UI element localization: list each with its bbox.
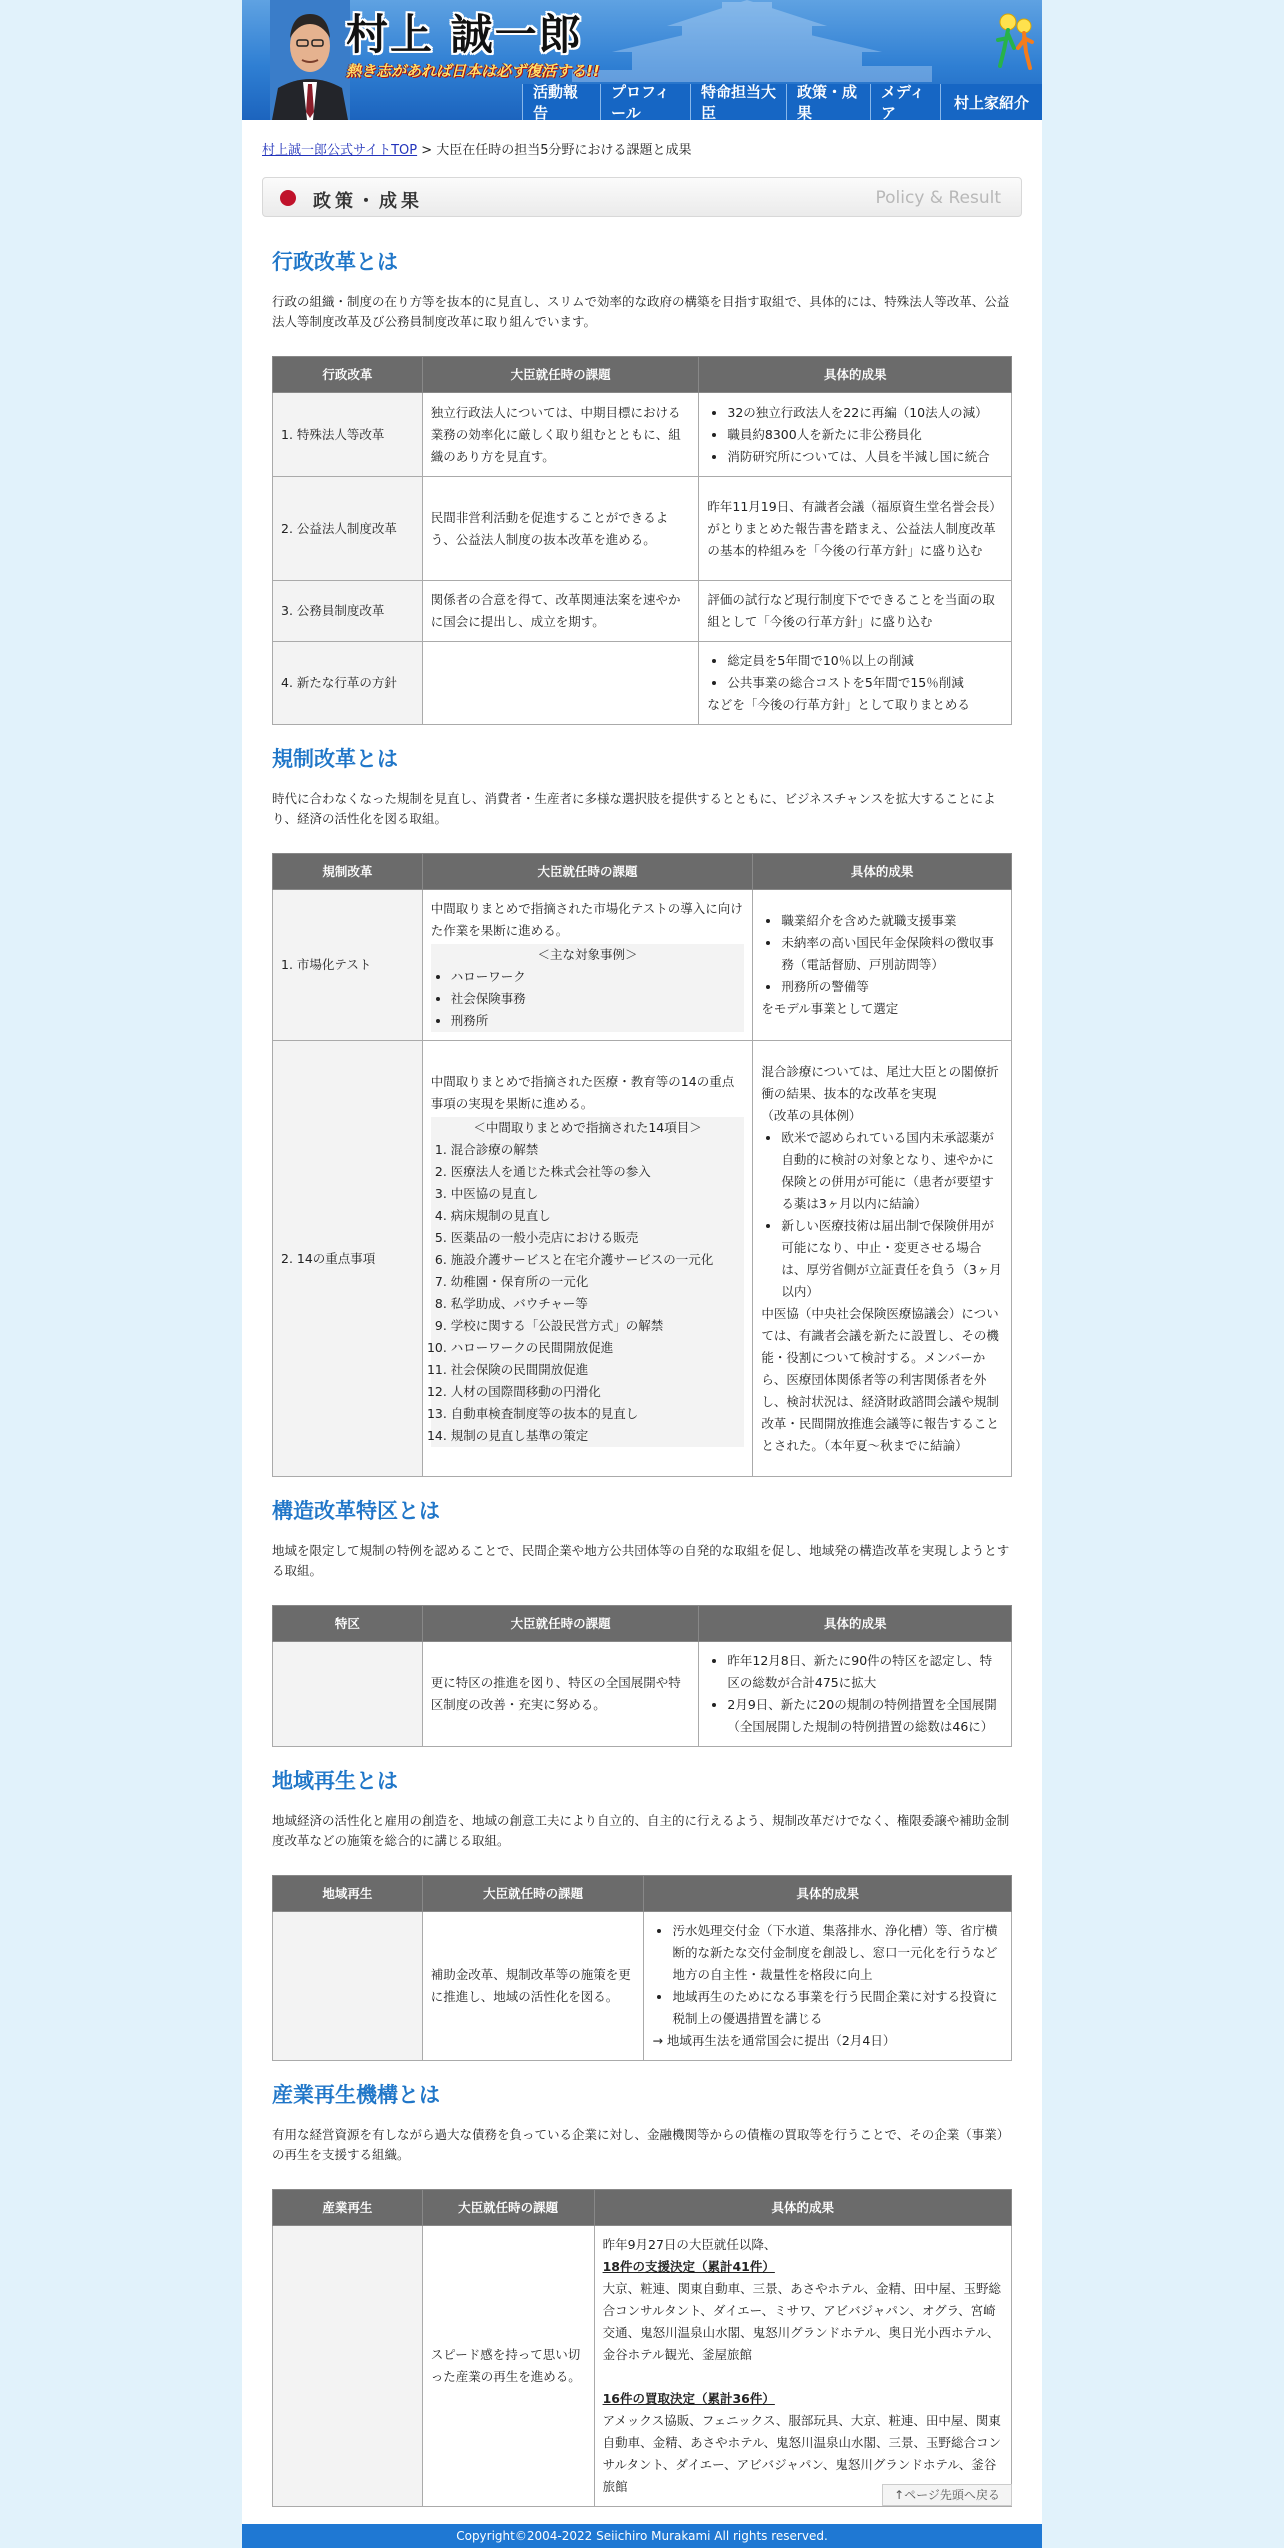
- main-nav: [522, 84, 1042, 120]
- row-label: 2. 公益法人制度改革: [273, 477, 423, 581]
- issue-cell: 関係者の合意を得て、改革関連法案を速やかに国会に提出し、成立を期す。: [422, 581, 699, 642]
- result-cell: [699, 1642, 1012, 1747]
- result-note: → 地域再生法を通常国会に提出（2月4日）: [652, 2033, 896, 2048]
- row-label: 4. 新たな行革の方針: [273, 642, 423, 725]
- footer-copyright: Copyright©2004-2022 Seiichiro Murakami All rights reserved.: [242, 2524, 1042, 2548]
- column-header: 大臣就任時の課題: [422, 1876, 644, 1912]
- page: [242, 0, 1042, 2548]
- row-label: 1. 市場化テスト: [273, 890, 423, 1041]
- issue-cell: 民間非営利活動を促進することができるよう、公益法人制度の抜本改革を進める。: [422, 477, 699, 581]
- breadcrumb: [262, 139, 692, 158]
- breadcrumb-separator: >: [417, 143, 437, 158]
- red-dot-icon: [280, 190, 296, 206]
- section-description: 地域を限定して規制の特例を認めることで、民間企業や地方公共団体等の自発的な取組を促し、地域発の構造改革を実現しようとする取組。: [272, 1543, 1010, 1578]
- section-heading: 産業再生機構とは: [272, 2083, 440, 2107]
- column-header: 行政改革: [273, 357, 423, 393]
- issue-cell: [422, 890, 753, 1041]
- example-item: • 刑務所: [451, 1010, 745, 1032]
- section-description: 時代に合わなくなった規制を見直し、消費者・生産者に多様な選択肢を提供するとともに、ビジネスチャンスを拡大することにより、経済の活性化を図る取組。: [272, 791, 996, 826]
- section-heading: 行政改革とは: [272, 250, 398, 274]
- table-row: [273, 393, 1012, 477]
- policy-table: [272, 356, 1012, 725]
- table-header-row: [273, 854, 1012, 890]
- back-to-top-button[interactable]: ↑ページ先頭へ戻る: [882, 2484, 1012, 2506]
- section-heading: 規制改革とは: [272, 747, 398, 771]
- page-title: 政策・成果: [313, 191, 423, 212]
- example-item: 3. 中医協の見直し: [451, 1183, 745, 1205]
- examples-box: [431, 944, 745, 1032]
- example-item: 10. ハローワークの民間開放促進: [451, 1337, 745, 1359]
- column-header: 具体的成果: [753, 854, 1012, 890]
- example-item: 11. 社会保険の民間開放促進: [451, 1359, 745, 1381]
- examples-box: [431, 1117, 745, 1447]
- result-intro: 昨年9月27日の大臣就任以降、: [602, 2237, 777, 2252]
- result-item: • 32の独立行政法人を22に再編（10法人の減）: [727, 402, 1003, 424]
- nav-activity-report[interactable]: 活動報告: [522, 84, 600, 120]
- site-header: [242, 0, 1042, 120]
- table-header-row: [273, 357, 1012, 393]
- result-cell: [594, 2226, 1011, 2507]
- issue-text: 中間取りまとめで指摘された市場化テストの導入に向けた作業を果断に進める。: [430, 901, 743, 938]
- example-item: 5. 医薬品の一般小売店における販売: [451, 1227, 745, 1249]
- breadcrumb-home-link[interactable]: 村上誠一郎公式サイトTOP: [262, 143, 418, 158]
- support-list: 大京、粧連、関東自動車、三景、あさやホテル、金精、田中屋、玉野総合コンサルタント、ダイエー、ミサワ、アビバジャパン、オグラ、宮崎交通、鬼怒川温泉山水閣、鬼怒川グランドホテル、奥日光小西ホテル、金谷ホテル観光、釜屋旅館: [602, 2281, 1001, 2362]
- section-description: 行政の組織・制度の在り方等を抜本的に見直し、スリムで効率的な政府の構築を目指す取組で、具体的には、特殊法人等改革、公益法人等制度改革及び公務員制度改革に取り組んでいます。: [272, 294, 1010, 329]
- purchase-list: アメックス協販、フェニックス、服部玩具、大京、粧連、田中屋、関東自動車、金精、あさやホテル、鬼怒川温泉山水閣、三景、玉野総合コンサルタント、ダイエー、アビバジャパン、鬼怒川グランドホテル、釜谷旅館: [602, 2413, 1001, 2494]
- result-note: 中医協（中央社会保険医療協議会）については、有識者会議を新たに設置し、その機能・役割について検討する。メンバーから、医療団体関係者等の利害関係者を外し、検討状況は、経済財政諮問会議や規制改革・民間開放推進会議等に報告することとされた。（本年夏～秋までに結論）: [761, 1305, 999, 1453]
- example-item: 7. 幼稚園・保育所の一元化: [451, 1271, 745, 1293]
- column-header: 具体的成果: [594, 2190, 1011, 2226]
- policy-table: [272, 1875, 1012, 2061]
- table-row: [273, 2226, 1012, 2507]
- result-cell: 昨年11月19日、有識者会議（福原資生堂名誉会長）がとりまとめた報告書を踏まえ、公益法人制度改革の基本的枠組みを「今後の行革方針」に盛り込む: [699, 477, 1012, 581]
- example-item: 13. 自動車検査制度等の抜本的見直し: [451, 1403, 745, 1425]
- example-item: 4. 病床規制の見直し: [451, 1205, 745, 1227]
- purchase-heading: 16件の買取決定（累計36件）: [602, 2391, 775, 2406]
- column-header: 具体的成果: [699, 357, 1012, 393]
- table-header-row: [273, 1876, 1012, 1912]
- column-header: 大臣就任時の課題: [422, 357, 699, 393]
- table-row: [273, 477, 1012, 581]
- row-label: 2. 14の重点事項: [273, 1041, 423, 1477]
- examples-title: ＜主な対象事例＞: [537, 947, 638, 962]
- table-header-row: [273, 1606, 1012, 1642]
- example-item: 9. 学校に関する「公設民営方式」の解禁: [451, 1315, 745, 1337]
- result-item: • 汚水処理交付金（下水道、集落排水、浄化槽）等、省庁横断的な新たな交付金制度を創設し、窓口一元化を行うなど地方の自主性・裁量性を格段に向上: [672, 1920, 1003, 1986]
- result-item: • 新しい医療技術は届出制で保険併用が可能になり、中止・変更させる場合は、厚労省側が立証責任を負う（3ヶ月以内）: [781, 1215, 1003, 1303]
- result-item: • 刑務所の警備等: [781, 976, 1003, 998]
- issue-cell: 補助金改革、規制改革等の施策を更に推進し、地域の活性化を図る。: [422, 1912, 644, 2061]
- issue-cell: [422, 642, 699, 725]
- example-item: 12. 人材の国際間移動の円滑化: [451, 1381, 745, 1403]
- policy-table: [272, 853, 1012, 1477]
- column-header: 大臣就任時の課題: [422, 854, 753, 890]
- nav-family[interactable]: 村上家紹介: [940, 84, 1042, 120]
- column-header: 産業再生: [273, 2190, 423, 2226]
- issue-cell: [422, 1041, 753, 1477]
- example-item: 8. 私学助成、バウチャー等: [451, 1293, 745, 1315]
- column-header: 地域再生: [273, 1876, 423, 1912]
- main-content: [272, 246, 1012, 2525]
- section-heading: 構造改革特区とは: [272, 1499, 440, 1523]
- result-cell: [699, 393, 1012, 477]
- row-label: 1. 特殊法人等改革: [273, 393, 423, 477]
- result-item: • 職業紹介を含めた就職支援事業: [781, 910, 1003, 932]
- examples-title: ＜中間取りまとめで指摘された14項目＞: [473, 1119, 702, 1135]
- row-label: 3. 公務員制度改革: [273, 581, 423, 642]
- support-heading: 18件の支援決定（累計41件）: [602, 2259, 775, 2274]
- nav-media[interactable]: メディア: [870, 84, 940, 120]
- column-header: 具体的成果: [699, 1606, 1012, 1642]
- table-row: [273, 1912, 1012, 2061]
- result-note: などを「今後の行革方針」として取りまとめる: [707, 697, 970, 712]
- example-item: • 社会保険事務: [451, 988, 745, 1010]
- section-description: 地域経済の活性化と雇用の創造を、地域の創意工夫により自立的、自主的に行えるよう、規制改革だけでなく、権限委譲や補助金制度改革などの施策を総合的に講じる取組。: [272, 1813, 1010, 1848]
- issue-cell: 更に特区の推進を図り、特区の全国展開や特区制度の改善・充実に努める。: [422, 1642, 699, 1747]
- page-title-bar: [262, 177, 1022, 217]
- result-item: • 消防研究所については、人員を半減し国に統合: [727, 446, 1003, 468]
- result-cell: [753, 1041, 1012, 1477]
- example-item: 2. 医療法人を通じた株式会社等の参入: [451, 1161, 745, 1183]
- result-cell: [644, 1912, 1012, 2061]
- policy-table: [272, 1605, 1012, 1747]
- result-cell: [699, 642, 1012, 725]
- mascot-icon: [994, 10, 1036, 72]
- nav-profile[interactable]: プロフィール: [600, 84, 690, 120]
- column-header: 特区: [273, 1606, 423, 1642]
- result-item: • 未納率の高い国民年金保険料の徴収事務（電話督励、戸別訪問等）: [781, 932, 1003, 976]
- column-header: 規制改革: [273, 854, 423, 890]
- nav-policy-results[interactable]: 政策・成果: [786, 84, 870, 120]
- table-row: [273, 1642, 1012, 1747]
- result-cell: [753, 890, 1012, 1041]
- issue-text: 中間取りまとめで指摘された医療・教育等の14の重点事項の実現を果断に進める。: [430, 1073, 735, 1111]
- column-header: 大臣就任時の課題: [422, 2190, 594, 2226]
- table-row: [273, 642, 1012, 725]
- page-title-en: Policy & Result: [875, 188, 1001, 208]
- nav-minister[interactable]: 特命担当大臣: [690, 84, 786, 120]
- issue-cell: 独立行政法人については、中期目標における業務の効率化に厳しく取り組むとともに、組織のあり方を見直す。: [422, 393, 699, 477]
- result-item: • 地域再生のためになる事業を行う民間企業に対する投資に税制上の優遇措置を講じる: [672, 1986, 1003, 2030]
- section-heading: 地域再生とは: [272, 1769, 398, 1793]
- policy-table: [272, 2189, 1012, 2507]
- result-item: • 職員約8300人を新たに非公務員化: [727, 424, 1003, 446]
- example-item: 1. 混合診療の解禁: [451, 1139, 745, 1161]
- catchphrase: 熱き志があれば日本は必ず復活する!!: [346, 62, 600, 80]
- breadcrumb-current: 大臣在任時の担当5分野における課題と成果: [436, 143, 692, 158]
- result-item: • 欧米で認められている国内未承認薬が自動的に検討の対象となり、速やかに保険との併用が可能に（患者が要望する薬は3ヶ月以内に結論）: [781, 1127, 1003, 1215]
- example-item: 14. 規制の見直し基準の策定: [451, 1425, 745, 1447]
- result-note: をモデル事業として選定: [761, 1001, 899, 1016]
- column-header: 大臣就任時の課題: [422, 1606, 699, 1642]
- result-item: • 公共事業の総合コストを5年間で15％削減: [727, 672, 1003, 694]
- column-header: 具体的成果: [644, 1876, 1012, 1912]
- result-intro: 混合診療については、尾辻大臣との閣僚折衝の結果、抜本的な改革を実現 （改革の具体例）: [761, 1063, 999, 1123]
- row-label: [273, 1912, 423, 2061]
- result-item: • 総定員を5年間で10％以上の削減: [727, 650, 1003, 672]
- table-row: [273, 1041, 1012, 1477]
- row-label: [273, 2226, 423, 2507]
- portrait-image: [270, 0, 350, 120]
- result-item: • 2月9日、新たに20の規制の特例措置を全国展開（全国展開した規制の特例措置の総数は46に）: [727, 1694, 1003, 1738]
- result-item: • 昨年12月8日、新たに90件の特区を認定し、特区の総数が合計475に拡大: [727, 1650, 1003, 1694]
- example-item: 6. 施設介護サービスと在宅介護サービスの一元化: [451, 1249, 745, 1271]
- section-description: 有用な経営資源を有しながら過大な債務を負っている企業に対し、金融機関等からの債権の買取等を行うことで、その企業（事業）の再生を支援する組織。: [272, 2127, 1010, 2162]
- example-item: • ハローワーク: [451, 966, 745, 988]
- table-header-row: [273, 2190, 1012, 2226]
- table-row: [273, 581, 1012, 642]
- result-cell: 評価の試行など現行制度下でできることを当面の取組として「今後の行革方針」に盛り込む: [699, 581, 1012, 642]
- row-label: [273, 1642, 423, 1747]
- table-row: [273, 890, 1012, 1041]
- site-name: 村上 誠一郎: [346, 10, 583, 59]
- issue-cell: スピード感を持って思い切った産業の再生を進める。: [422, 2226, 594, 2507]
- castle-graphic: [572, 0, 932, 82]
